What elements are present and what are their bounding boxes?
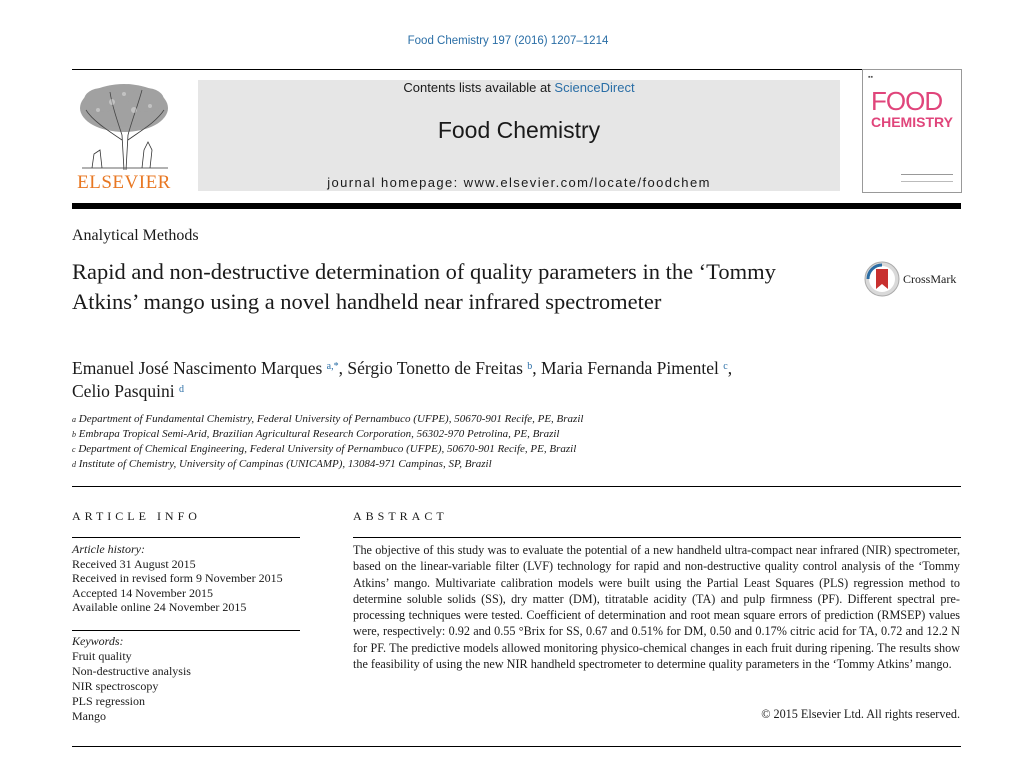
elsevier-wordmark: ELSEVIER bbox=[77, 172, 171, 193]
journal-cover bbox=[862, 69, 962, 193]
abstract-text: The objective of this study was to evaluate the potential of a new handheld ultra-compact near infrared (NIR) spectrometer, based on the linear-variable filter (LVF) technology for rapid and non-destructive quality control analysis of the ‘Tommy Atkins’ mango. Multivariate calibration models were built using the Partial Least Squares (PLS) regression method to determine soluble solids (SS), dry matter (DM), titratable acidity (TA) and pulp firmness (PF). Different spectral pre-processing techniques were tested. Coefficient of determination and root mean square errors of prediction (RMSEP) values were, respectively: 0.92 and 0.55 °Brix for SS, 0.67 and 0.51% for DM, 0.50 and 0.17% citric acid for TA, 0.72 and 12.2 N for PF. The predictive models allowed monitoring physico-chemical changes in each fruit during ripening. The results show the feasibility of using the new NIR handheld spectrometer to determine quality parameters in the ‘Tommy Atkins’ mango. bbox=[353, 543, 960, 672]
sciencedirect-link[interactable]: ScienceDirect bbox=[554, 80, 635, 95]
history-label: Article history: bbox=[72, 542, 145, 556]
author-affil-marker[interactable]: d bbox=[178, 384, 184, 395]
keywords bbox=[72, 634, 312, 724]
affiliation: $^b$ Embrapa Tropical Semi-Arid, Brazilian Agricultural Research Corporation, 56302-970 Petrolina, PE, Brazil bbox=[72, 428, 560, 440]
keyword: Non-destructive analysis bbox=[72, 664, 191, 678]
author-affil-marker[interactable]: b bbox=[527, 361, 533, 372]
cover-chemistry-text: CHEMISTRY bbox=[871, 114, 953, 130]
article-history bbox=[72, 542, 312, 615]
history-item: Accepted 14 November 2015 bbox=[72, 585, 213, 600]
keywords-label: Keywords: bbox=[72, 634, 124, 648]
cover-rule-lines bbox=[901, 174, 953, 182]
divider bbox=[72, 69, 961, 70]
affiliation: $^d$ Institute of Chemistry, University of Campinas (UNICAMP), 13084-971 Campinas, SP, Brazil bbox=[72, 458, 492, 470]
article-info-heading: ARTICLE INFO bbox=[72, 509, 201, 523]
cover-food-text: FOOD bbox=[871, 86, 943, 116]
author-list: Emanuel José Nascimento Marques $^{a,*}$, Sérgio Tonetto de Freitas $^b$, Maria Fernanda Pimentel $^c$, Celio Pasquini $^d$ bbox=[72, 358, 733, 401]
divider bbox=[72, 630, 300, 631]
history-item: Received in revised form 9 November 2015 bbox=[72, 571, 283, 586]
keyword: NIR spectroscopy bbox=[72, 679, 159, 693]
author-affil-marker[interactable]: a,* bbox=[326, 361, 339, 372]
affiliation: $^c$ Department of Chemical Engineering, Federal University of Pernambuco (UFPE), 50670-901 Recife, PE, Brazil bbox=[72, 443, 577, 455]
journal-citation[interactable]: Food Chemistry 197 (2016) 1207–1214 bbox=[407, 35, 609, 47]
journal-title: Food Chemistry bbox=[437, 117, 601, 143]
keyword: Mango bbox=[72, 709, 106, 723]
divider bbox=[72, 746, 961, 747]
divider bbox=[353, 537, 961, 538]
divider bbox=[72, 537, 300, 538]
affiliations bbox=[72, 412, 952, 472]
journal-homepage[interactable]: journal homepage: www.elsevier.com/locate/foodchem bbox=[327, 175, 711, 190]
keyword: Fruit quality bbox=[72, 649, 132, 663]
author-name[interactable]: Sérgio Tonetto de Freitas bbox=[347, 358, 523, 378]
divider bbox=[72, 486, 961, 487]
history-item: Available online 24 November 2015 bbox=[72, 600, 247, 615]
author-name[interactable]: Maria Fernanda Pimentel bbox=[541, 358, 719, 378]
contents-line bbox=[198, 80, 840, 95]
author-name[interactable]: Emanuel José Nascimento Marques bbox=[72, 358, 323, 378]
author-name[interactable]: Celio Pasquini bbox=[72, 381, 175, 401]
crossmark-label[interactable]: CrossMark bbox=[903, 272, 957, 286]
cover-publisher-icon: ▪▪ bbox=[868, 74, 873, 81]
affiliation: $^a$ Department of Fundamental Chemistry, Federal University of Pernambuco (UFPE), 50670-901 Recife, PE, Brazil bbox=[72, 413, 584, 425]
abstract-heading: ABSTRACT bbox=[353, 509, 448, 523]
keyword: PLS regression bbox=[72, 694, 145, 708]
article-section: Analytical Methods bbox=[72, 227, 199, 244]
thick-divider bbox=[72, 203, 961, 209]
article-title: Rapid and non-destructive determination of quality parameters in the ‘Tommy Atkins’ mango using a novel handheld near infrared spectrometer bbox=[72, 259, 776, 314]
author-affil-marker[interactable]: c bbox=[723, 361, 728, 372]
crossmark-icon bbox=[864, 261, 900, 297]
history-item: Received 31 August 2015 bbox=[72, 556, 196, 571]
copyright: © 2015 Elsevier Ltd. All rights reserved. bbox=[761, 707, 960, 721]
contents-prefix: Contents lists available at bbox=[403, 80, 555, 95]
